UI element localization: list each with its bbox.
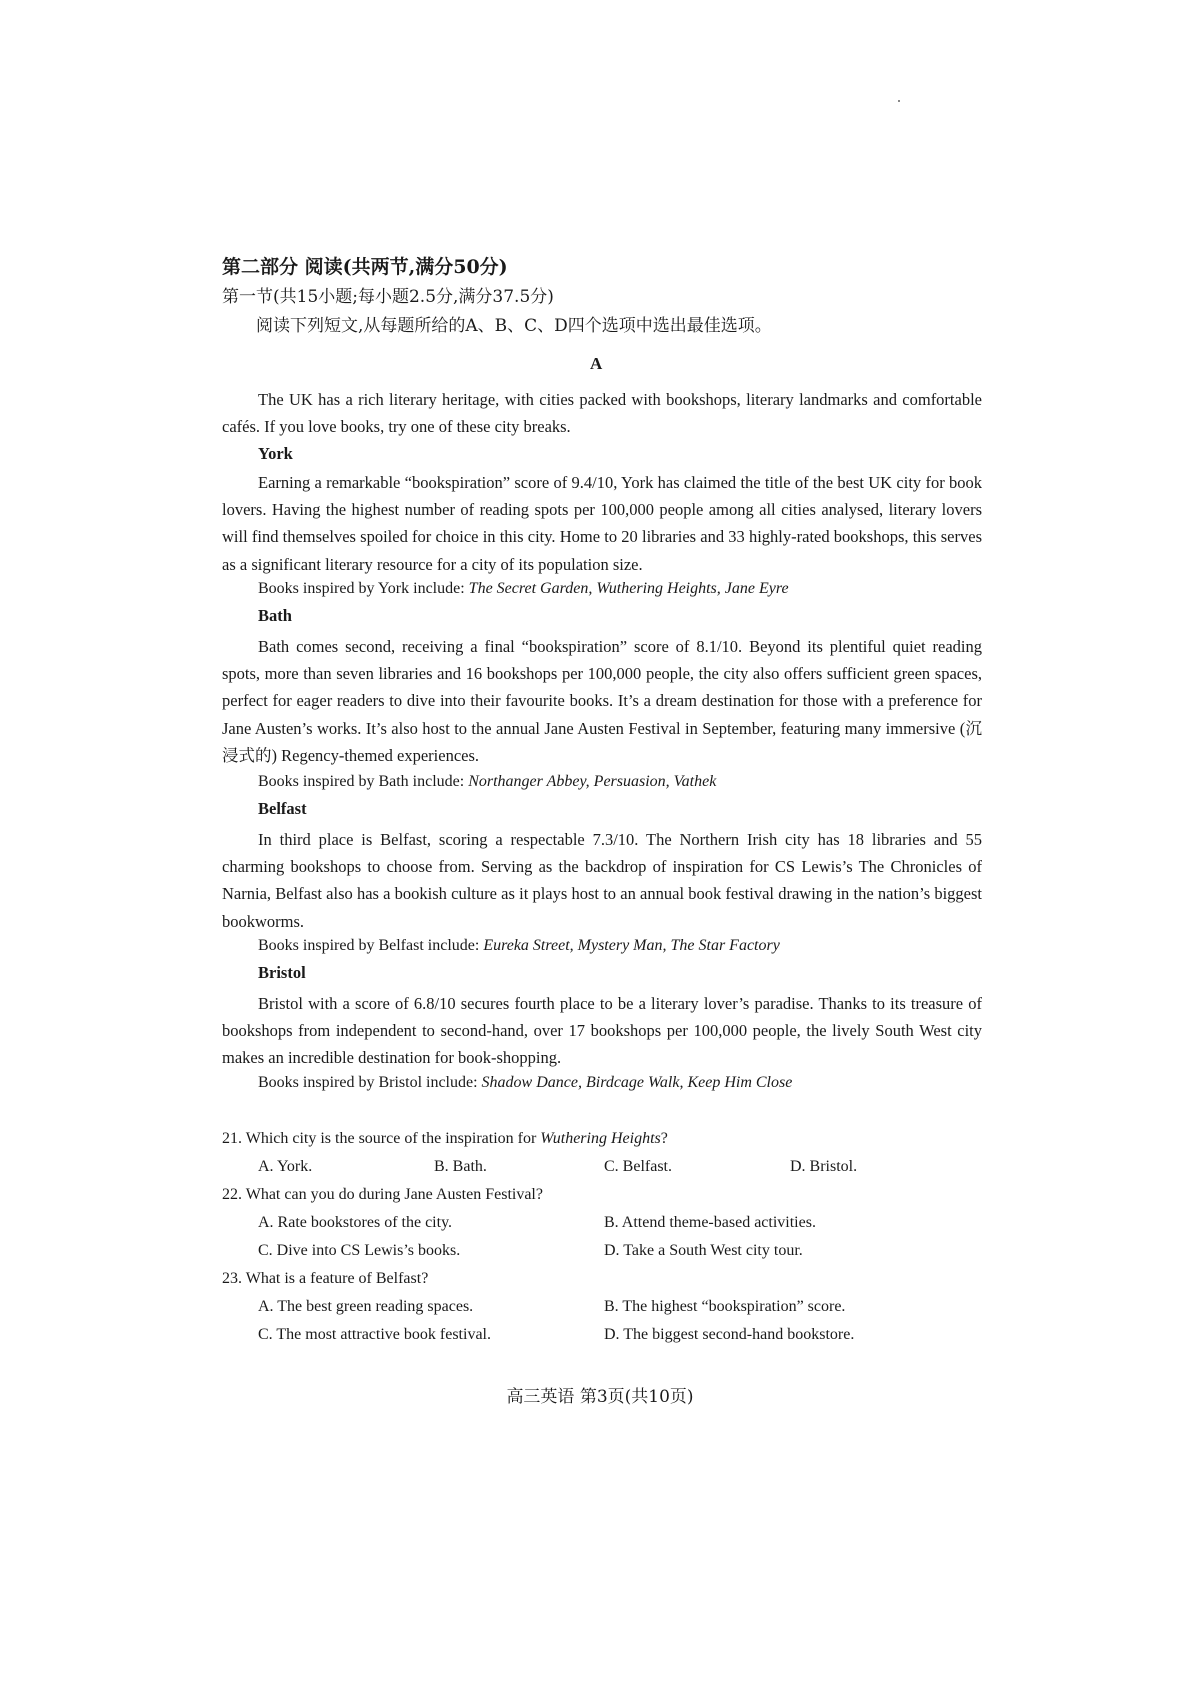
inspired-prefix: Books inspired by Bristol include: [258,1074,482,1091]
option-21-c: C. Belfast. [604,1158,672,1175]
question-stem: 21. Which city is the source of the inspiration for [222,1130,541,1147]
inspired-york [258,580,789,598]
inspired-books: The Secret Garden, Wuthering Heights, Jane Eyre [468,580,789,597]
city-paragraph-belfast [222,826,982,935]
option-21-a: A. York. [258,1158,313,1175]
option-22-a: A. Rate bookstores of the city. [258,1214,453,1231]
city-heading-bath: Bath [258,606,292,625]
question-stem-suffix: ? [660,1130,668,1147]
part-title: 第二部分 阅读(共两节,满分50分) [222,256,508,278]
inspired-prefix: Books inspired by Belfast include: [258,937,484,954]
option-22-d: D. Take a South West city tour. [604,1242,803,1259]
york-text: Earning a remarkable “bookspiration” score of 9.4/10, York has claimed the title of the best UK city for book lovers. Having the highest number of reading spots per 100,000 people among all cities analysed, literary lovers will find themselves spoiled for choice in this city. Home to 20 libraries and 33 highly-rated bookshops, this serves as a significant literary resource for a city of its population size. [222,473,982,574]
inspired-belfast [258,937,780,955]
question-stem-italic: Wuthering Heights [540,1130,661,1147]
option-21-b: B. Bath. [434,1158,487,1175]
city-paragraph-york [222,469,982,578]
passage-intro [222,386,982,440]
scan-speck [898,100,900,102]
question-21 [222,1130,668,1148]
city-paragraph-bath [222,633,982,769]
inspired-prefix: Books inspired by Bath include: [258,773,469,790]
belfast-text: In third place is Belfast, scoring a respectable 7.3/10. The Northern Irish city has 18 libraries and 55 charming bookshops to choose from. Serving as the backdrop of inspiration for CS Lewis’s The Chronicles of Narnia, Belfast also has a bookish culture as it plays host to an annual book festival drawing in the nation’s biggest bookworms. [222,830,982,931]
option-23-b: B. The highest “bookspiration” score. [604,1298,846,1315]
inspired-books: Eureka Street, Mystery Man, The Star Factory [483,937,780,954]
inspired-books: Shadow Dance, Birdcage Walk, Keep Him Close [481,1074,793,1091]
option-23-c: C. The most attractive book festival. [258,1326,491,1343]
inspired-bristol [258,1074,792,1092]
instruction: 阅读下列短文,从每题所给的A、B、C、D四个选项中选出最佳选项。 [256,316,772,336]
question-22: 22. What can you do during Jane Austen Festival? [222,1186,543,1203]
option-22-c: C. Dive into CS Lewis’s books. [258,1242,461,1259]
section-title: 第一节(共15小题;每小题2.5分,满分37.5分) [222,287,554,307]
city-heading-york: York [258,444,293,463]
page-footer: 高三英语 第3页(共10页) [506,1387,694,1407]
option-23-a: A. The best green reading spaces. [258,1298,474,1315]
option-23-d: D. The biggest second-hand bookstore. [604,1326,855,1343]
option-21-d: D. Bristol. [790,1158,858,1175]
bath-text: Bath comes second, receiving a final “bookspiration” score of 8.1/10. Beyond its plentiful quiet reading spots, more than seven libraries and 16 bookshops per 100,000 people, the city also offers sufficient green spaces, perfect for eager readers to dive into their favourite books. It’s a dream destination for those with a preference for Jane Austen’s works. It’s also host to the annual Jane Austen Festival in September, featuring many immersive (沉浸式的) Regency-themed experiences. [222,637,982,765]
intro-paragraph: The UK has a rich literary heritage, with cities packed with bookshops, literary landmarks and comfortable cafés. If you love books, try one of these city breaks. [222,390,982,437]
bristol-text: Bristol with a score of 6.8/10 secures fourth place to be a literary lover’s paradise. Thanks to its treasure of bookshops from independent to second-hand, over 17 bookshops per 100,000 people, the lively South West city makes an incredible destination for book-shopping. [222,994,982,1068]
passage-label: A [590,354,603,373]
question-23: 23. What is a feature of Belfast? [222,1270,429,1287]
inspired-prefix: Books inspired by York include: [258,580,469,597]
inspired-bath [258,773,716,791]
city-heading-belfast: Belfast [258,799,307,818]
option-22-b: B. Attend theme-based activities. [604,1214,816,1231]
city-heading-bristol: Bristol [258,963,306,982]
city-paragraph-bristol [222,990,982,1072]
inspired-books: Northanger Abbey, Persuasion, Vathek [468,773,717,790]
